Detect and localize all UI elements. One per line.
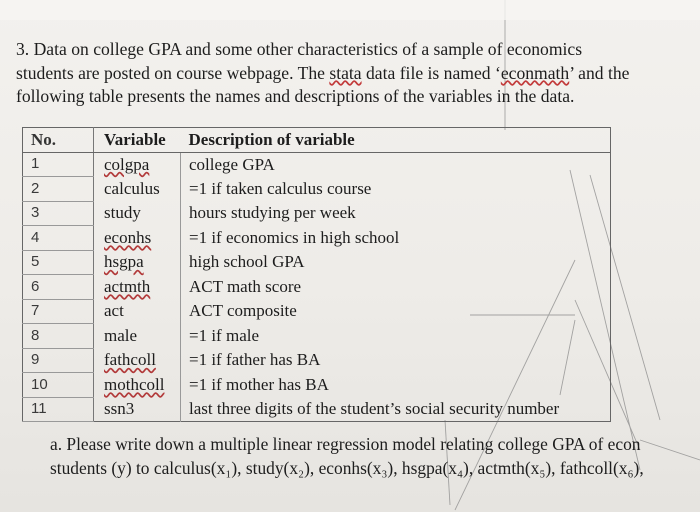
variable-name-text: fathcoll bbox=[104, 350, 156, 370]
variable-name-text: mothcoll bbox=[104, 374, 165, 394]
table-body bbox=[23, 152, 611, 422]
table-row bbox=[23, 348, 611, 373]
header-variable: Variable bbox=[94, 128, 181, 153]
table-row bbox=[23, 397, 611, 422]
stata-word: stata bbox=[329, 62, 362, 83]
row-number: 1 bbox=[23, 152, 94, 177]
variable-description: =1 if taken calculus course bbox=[181, 177, 611, 202]
row-number: 7 bbox=[23, 299, 94, 324]
variable-name bbox=[94, 152, 181, 177]
variable-description: college GPA bbox=[181, 152, 611, 177]
row-number: 5 bbox=[23, 250, 94, 275]
variable-description: =1 if mother has BA bbox=[181, 373, 611, 398]
variable-name-text: act bbox=[104, 301, 124, 321]
variables-table bbox=[22, 127, 611, 422]
question-line-1: a. Please write down a multiple linear regression model relating college GPA of econ bbox=[50, 434, 641, 454]
variable-description: last three digits of the student’s social security number bbox=[181, 397, 611, 422]
variable-name bbox=[94, 324, 181, 349]
variable-name bbox=[94, 299, 181, 324]
table-row bbox=[23, 275, 611, 300]
table-row bbox=[23, 324, 611, 349]
variable-description: =1 if male bbox=[181, 324, 611, 349]
intro-line-3: following table presents the names and descriptions of the variables in the data. bbox=[16, 86, 575, 106]
variable-name-text: male bbox=[104, 325, 138, 345]
intro-line-2-b: data file is named ‘ bbox=[361, 62, 501, 83]
row-number: 9 bbox=[23, 348, 94, 373]
variable-name-text: hsgpa bbox=[104, 252, 144, 272]
variable-name-text: colgpa bbox=[104, 154, 150, 174]
variable-name bbox=[94, 275, 181, 300]
variable-description: =1 if father has BA bbox=[181, 348, 611, 373]
table-row bbox=[23, 152, 611, 177]
row-number: 6 bbox=[23, 275, 94, 300]
variable-description: high school GPA bbox=[181, 250, 611, 275]
table-row bbox=[23, 373, 611, 398]
variable-name-text: study bbox=[104, 203, 141, 223]
variable-name-text: econhs bbox=[104, 227, 152, 247]
variable-name-text: ssn3 bbox=[104, 399, 135, 418]
row-number: 3 bbox=[23, 201, 94, 226]
row-number: 8 bbox=[23, 324, 94, 349]
variable-description: ACT composite bbox=[181, 299, 611, 324]
variable-name bbox=[94, 250, 181, 275]
problem-intro bbox=[16, 38, 692, 109]
variable-name bbox=[94, 397, 181, 422]
intro-line-1: 3. Data on college GPA and some other characteristics of a sample of economics bbox=[16, 39, 583, 59]
variable-name bbox=[94, 373, 181, 398]
table-row bbox=[23, 177, 611, 202]
table-row bbox=[23, 299, 611, 324]
intro-line-2 bbox=[16, 62, 692, 86]
row-number: 10 bbox=[23, 373, 94, 398]
header-description: Description of variable bbox=[181, 128, 611, 153]
question-a bbox=[50, 432, 690, 480]
intro-line-2-c: ’ and the bbox=[569, 62, 630, 83]
intro-line-2-a: students are posted on course webpage. The bbox=[16, 62, 330, 83]
header-no: No. bbox=[23, 128, 94, 153]
row-number: 2 bbox=[23, 177, 94, 202]
table-header-row bbox=[23, 128, 611, 153]
row-number: 4 bbox=[23, 226, 94, 251]
variable-name bbox=[94, 348, 181, 373]
variable-description: hours studying per week bbox=[181, 201, 611, 226]
variable-name-text: calculus bbox=[104, 178, 160, 198]
variable-name-text: actmth bbox=[104, 276, 151, 296]
variable-name bbox=[94, 226, 181, 251]
variable-description: =1 if economics in high school bbox=[181, 226, 611, 251]
row-number: 11 bbox=[23, 397, 94, 422]
table-row bbox=[23, 226, 611, 251]
table-row bbox=[23, 201, 611, 226]
variable-description: ACT math score bbox=[181, 275, 611, 300]
question-line-2: students (y) to calculus(x₁), study(x₂), econhs(x₃), hsgpa(x₄), actmth(x₅), fathcoll(x₆), bbox=[50, 458, 644, 478]
table-row bbox=[23, 250, 611, 275]
file-name: econmath bbox=[500, 62, 570, 83]
variable-name bbox=[94, 201, 181, 226]
variable-name bbox=[94, 177, 181, 202]
